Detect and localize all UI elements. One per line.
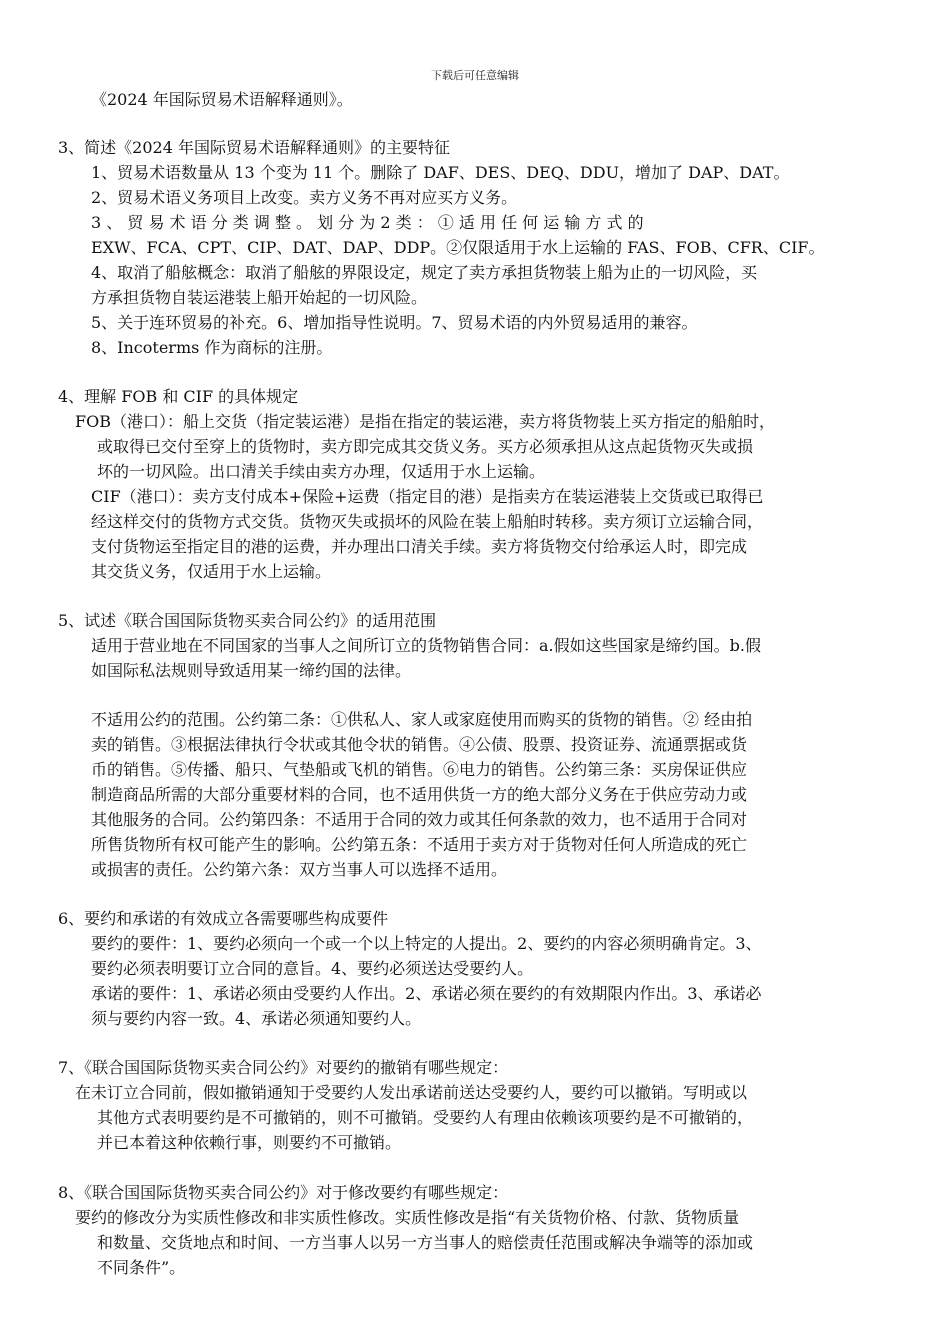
section-heading-6: 6、要约和承诺的有效成立各需要哪些构成要件: [58, 909, 389, 928]
text-line: 要约必须表明要订立合同的意旨。4、要约必须送达受要约人。: [91, 959, 534, 978]
section-heading-3: 3、简述《2024 年国际贸易术语解释通则》的主要特征: [58, 138, 450, 157]
text-line: 并已本着这种依赖行事，则要约不可撤销。: [97, 1133, 402, 1152]
text-line: 制造商品所需的大部分重要材料的合同，也不适用供货一方的绝大部分义务在于供应劳动力或: [91, 785, 748, 804]
section-heading-5: 5、试述《联合国国际货物买卖合同公约》的适用范围: [58, 611, 437, 630]
text-line: 须与要约内容一致。4、承诺必须通知要约人。: [91, 1009, 422, 1028]
text-line: 在未订立合同前，假如撤销通知于受要约人发出承诺前送达受要约人，要约可以撤销。写明或以: [75, 1083, 748, 1102]
text-line: 《2024 年国际贸易术语解释通则》。: [91, 90, 353, 109]
text-line: 8、Incoterms 作为商标的注册。: [91, 338, 333, 357]
text-line: 不同条件”。: [97, 1258, 186, 1277]
text-line: CIF（港口）：卖方支付成本+保险+运费（指定目的港）是指卖方在装运港装上交货或已取得已: [91, 487, 764, 506]
text-line: 5、关于连环贸易的补充。6、增加指导性说明。7、贸易术语的内外贸易适用的兼容。: [91, 313, 698, 332]
text-line: 方承担货物自装运港装上船开始起的一切风险。: [91, 288, 428, 307]
text-line: 坏的一切风险。出口清关手续由卖方办理，仅适用于水上运输。: [97, 462, 546, 481]
section-heading-4: 4、理解 FOB 和 CIF 的具体规定: [58, 387, 299, 406]
text-line: 经这样交付的货物方式交货。货物灭失或损坏的风险在装上船舶时转移。卖方须订立运输合同，: [91, 512, 764, 531]
text-line: 或损害的责任。公约第六条：双方当事人可以选择不适用。: [91, 860, 508, 879]
text-line: 要约的要件：1、要约必须向一个或一个以上特定的人提出。2、要约的内容必须明确肯定。3、: [91, 934, 762, 953]
text-line: 或取得已交付至穿上的货物时，卖方即完成其交货义务。买方必须承担从这点起货物灭失或损: [97, 437, 754, 456]
text-line: 1、贸易术语数量从 13 个变为 11 个。删除了 DAF、DES、DEQ、DDU，增加了 DAP、DAT。: [91, 163, 790, 182]
section-heading-7: 7、《联合国国际货物买卖合同公约》对要约的撤销有哪些规定：: [58, 1058, 509, 1077]
text-line: 适用于营业地在不同国家的当事人之间所订立的货物销售合同：a.假如这些国家是缔约国。b.假: [91, 636, 761, 655]
text-line: 2、贸易术语义务项目上改变。卖方义务不再对应买方义务。: [91, 188, 518, 207]
text-line: 要约的修改分为实质性修改和非实质性修改。实质性修改是指“有关货物价格、付款、货物质量: [75, 1208, 740, 1227]
text-line: 其他方式表明要约是不可撤销的，则不可撤销。受要约人有理由依赖该项要约是不可撤销的，: [97, 1108, 754, 1127]
text-line: 所售货物所有权可能产生的影响。公约第五条：不适用于卖方对于货物对任何人所造成的死亡: [91, 835, 748, 854]
text-line: 如国际私法规则导致适用某一缔约国的法律。: [91, 661, 412, 680]
text-line: 币的销售。⑤传播、船只、气垫船或飞机的销售。⑥电力的销售。公约第三条：买房保证供应: [91, 760, 748, 779]
text-line: FOB（港口）：船上交货（指定装运港）是指在指定的装运港，卖方将货物装上买方指定的船舶时，: [75, 412, 775, 431]
text-line: 承诺的要件：1、承诺必须由受要约人作出。2、承诺必须在要约的有效期限内作出。3、承诺必: [91, 984, 762, 1003]
text-line: 4、取消了船舷概念：取消了船舷的界限设定，规定了卖方承担货物装上船为止的一切风险，买: [91, 263, 758, 282]
text-line: 和数量、交货地点和时间、一方当事人以另一方当事人的赔偿责任范围或解决争端等的添加或: [97, 1233, 754, 1252]
text-line: 其他服务的合同。公约第四条：不适用于合同的效力或其任何条款的效力，也不适用于合同对: [91, 810, 748, 829]
text-line: EXW、FCA、CPT、CIP、DAT、DAP、DDP。②仅限适用于水上运输的 FAS、FOB、CFR、CIF。: [91, 238, 825, 257]
section-heading-8: 8、《联合国国际货物买卖合同公约》对于修改要约有哪些规定：: [58, 1183, 509, 1202]
text-line: 支付货物运至指定目的港的运费，并办理出口清关手续。卖方将货物交付给承运人时，即完成: [91, 537, 748, 556]
text-line: 其交货义务，仅适用于水上运输。: [91, 562, 332, 581]
text-line: 3 、 贸 易 术 语 分 类 调 整 。 划 分 为 2 类 ： ① 适 用 任 何 运 输 方 式 的: [91, 213, 644, 232]
text-line: 不适用公约的范围。公约第二条：①供私人、家人或家庭使用而购买的货物的销售。② 经由拍: [91, 710, 753, 729]
text-line: 卖的销售。③根据法律执行令状或其他令状的销售。④公债、股票、投资证券、流通票据或货: [91, 735, 748, 754]
page-header: 下载后可任意编辑: [431, 69, 519, 82]
